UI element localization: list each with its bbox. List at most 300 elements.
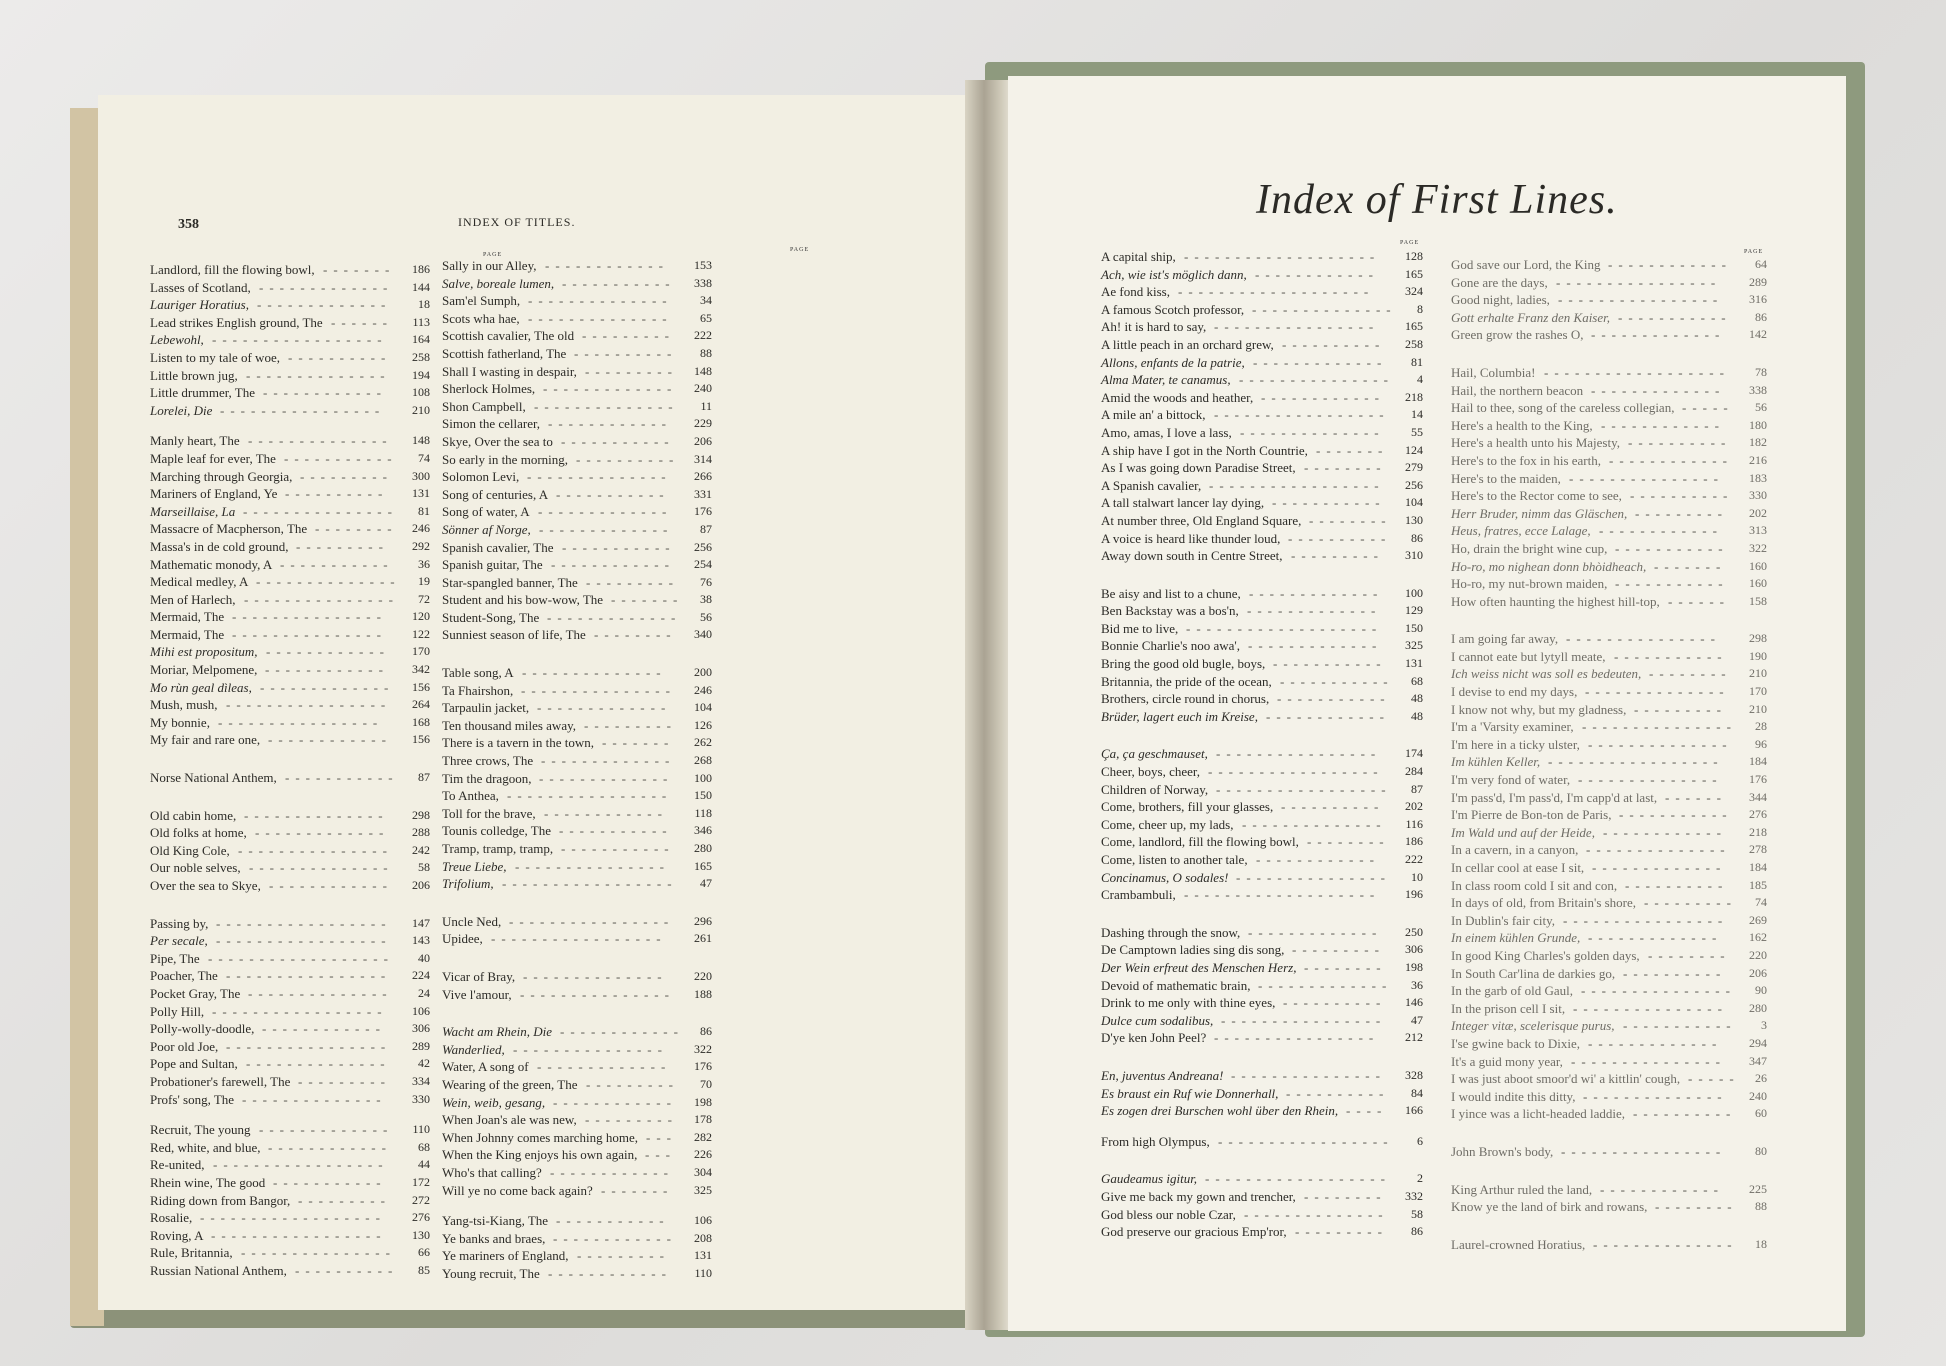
index-entry [1101, 994, 1423, 1012]
leader-dots: ----------- [285, 770, 399, 786]
index-entry [442, 363, 712, 381]
entry-title: Here's a health unto his Majesty, [1451, 435, 1621, 451]
index-entry [1451, 326, 1767, 344]
entry-spacer [1451, 1161, 1767, 1181]
index-entry [442, 1182, 712, 1200]
leader-dots: --------------- [1236, 869, 1391, 885]
entry-page-number: 284 [1405, 764, 1423, 779]
entry-title: Hail, the northern beacon [1451, 382, 1584, 398]
entry-page-number: 72 [418, 591, 430, 606]
leader-dots: --------------- [1581, 983, 1736, 999]
entry-page-number: 346 [694, 823, 712, 838]
index-entry [442, 433, 712, 451]
leader-dots: -------------- [1242, 816, 1387, 832]
leader-dots: ----------------- [1214, 407, 1390, 423]
entry-title: Uncle Ned, [442, 913, 502, 929]
entry-page-number: 225 [1749, 1181, 1767, 1196]
entry-title: Es braust ein Ruf wie Donnerhall, [1101, 1085, 1279, 1101]
entry-title: Mermaid, The [150, 626, 225, 642]
entry-page-number: 266 [694, 469, 712, 484]
entry-title: Crambambuli, [1101, 887, 1176, 903]
entry-page-number: 306 [1405, 942, 1423, 957]
index-entry [442, 822, 712, 840]
entry-page-number: 47 [1411, 1012, 1423, 1027]
index-entry [442, 398, 712, 416]
index-entry [1101, 655, 1423, 673]
entry-title: I would indite this ditty, [1451, 1088, 1576, 1104]
leader-dots: ------------ [263, 385, 387, 401]
entry-title: Little brown jug, [150, 367, 238, 383]
leader-dots: ----------- [1615, 540, 1729, 556]
index-entry [1451, 648, 1767, 666]
leader-dots: ------------ [1608, 257, 1732, 272]
index-entry [1451, 540, 1767, 558]
index-entry [1451, 665, 1767, 683]
entry-page-number: 325 [694, 1182, 712, 1197]
index-entry [150, 679, 430, 697]
entry-spacer [442, 644, 712, 664]
entry-page-number: 186 [1405, 834, 1423, 849]
index-entry [1101, 494, 1423, 512]
entry-title: Gaudeamus igitur, [1101, 1171, 1198, 1187]
leader-dots: ------------------ [200, 1210, 386, 1226]
entry-page-number: 36 [418, 556, 430, 571]
leader-dots: ---------- [1633, 1106, 1737, 1122]
entry-title: A tall stalwart lancer lay dying, [1101, 495, 1265, 511]
entry-page-number: 131 [412, 486, 430, 501]
leader-dots: ------------ [544, 805, 668, 821]
index-entry [442, 503, 712, 521]
entry-title: It's a guid mony year, [1451, 1053, 1563, 1069]
index-entry [1101, 886, 1423, 904]
index-entry [1101, 637, 1423, 655]
leader-dots: ------------ [551, 557, 675, 573]
index-entry [1451, 683, 1767, 701]
leader-dots: ----------------- [1209, 477, 1385, 493]
entry-title: Listen to my tale of woe, [150, 349, 280, 365]
index-entry [150, 1209, 430, 1227]
entry-page-number: 146 [1405, 995, 1423, 1010]
index-entry [1451, 256, 1767, 274]
leader-dots: --------------- [1569, 470, 1724, 486]
index-entry [1451, 1236, 1767, 1254]
entry-title: Rule, Britannia, [150, 1245, 233, 1261]
leader-dots: ----------------- [491, 931, 667, 947]
entry-page-number: 4 [1417, 372, 1423, 387]
leader-dots: ----------------- [216, 915, 392, 931]
entry-title: Brothers, circle round in chorus, [1101, 691, 1270, 707]
leader-dots: ---------------- [1216, 746, 1382, 762]
entry-page-number: 280 [694, 841, 712, 855]
leader-dots: ------------ [550, 1164, 674, 1180]
leader-dots: ----- [1688, 1071, 1740, 1087]
leader-dots: ------- [611, 592, 684, 608]
entry-spacer [1101, 725, 1423, 745]
entry-title: Wanderlied, [442, 1041, 505, 1057]
leader-dots: ---------- [288, 349, 392, 365]
leader-dots: ------------- [1591, 382, 1726, 398]
entry-page-number: 208 [694, 1230, 712, 1245]
entry-title: Tounis colledge, The [442, 823, 551, 839]
entry-page-number: 40 [418, 950, 430, 965]
index-entry [1101, 318, 1423, 336]
leader-dots: ------------ [553, 1230, 677, 1246]
entry-page-number: 150 [1405, 620, 1423, 635]
entry-title: Little drummer, The [150, 385, 256, 401]
entry-title: Recruit, The young [150, 1122, 251, 1138]
entry-page-number: 174 [1405, 746, 1423, 761]
entry-page-number: 296 [694, 913, 712, 928]
leader-dots: ------------ [268, 1139, 392, 1155]
entry-title: Poor old Joe, [150, 1038, 219, 1054]
page-col-header: PAGE [1744, 249, 1764, 255]
entry-title: Red, white, and blue, [150, 1139, 261, 1155]
leader-dots: ------------- [1588, 1035, 1723, 1051]
entry-title: John Brown's body, [1451, 1143, 1554, 1159]
leader-dots: ----------------- [1208, 764, 1384, 780]
page-col-header: PAGE [483, 252, 503, 258]
leader-dots: --------------- [1573, 1000, 1728, 1016]
entry-title: Student and his bow-wow, The [442, 592, 604, 608]
entry-page-number: 338 [694, 275, 712, 290]
index-entry [1451, 505, 1767, 523]
entry-page-number: 42 [418, 1056, 430, 1071]
leader-dots: ------------ [548, 416, 672, 432]
entry-page-number: 240 [1749, 1088, 1767, 1103]
index-entry [442, 292, 712, 310]
index-entry [1451, 1053, 1767, 1071]
entry-page-number: 148 [412, 433, 430, 448]
index-entry [1101, 1029, 1423, 1047]
leader-dots: -------------- [1585, 684, 1730, 700]
index-entry [1101, 406, 1423, 424]
entry-title: Will ye no come back again? [442, 1182, 593, 1198]
entry-page-number: 347 [1749, 1053, 1767, 1068]
entry-title: Here's to the Rector come to see, [1451, 488, 1622, 504]
leader-dots: ------------- [1248, 638, 1383, 654]
entry-page-number: 330 [412, 1091, 430, 1106]
entry-title: Hail, Columbia! [1451, 364, 1536, 380]
entry-title: At number three, Old England Square, [1101, 512, 1302, 528]
entry-title: Ho-ro, my nut-brown maiden, [1451, 576, 1608, 592]
entry-page-number: 210 [1749, 701, 1767, 716]
entry-page-number: 172 [412, 1174, 430, 1189]
leader-dots: ------------- [260, 679, 395, 695]
entry-page-number: 242 [412, 842, 430, 857]
leader-dots: --- [645, 1147, 676, 1163]
entry-title: Come, listen to another tale, [1101, 852, 1248, 867]
index-entry [150, 367, 430, 385]
entry-page-number: 90 [1755, 983, 1767, 998]
index-entry [1101, 354, 1423, 372]
leader-dots: ----- [1682, 400, 1734, 416]
index-entry [150, 261, 430, 279]
entry-page-number: 84 [1411, 1085, 1423, 1100]
entry-title: Pipe, The [150, 950, 200, 966]
entry-title: When Joan's ale was new, [442, 1112, 577, 1128]
leader-dots: ----------- [1272, 495, 1386, 511]
leader-dots: ---------------- [1563, 912, 1729, 928]
entry-page-number: 288 [412, 825, 430, 840]
leader-dots: ------------------- [1184, 249, 1381, 264]
entry-page-number: 60 [1755, 1106, 1767, 1121]
leader-dots: -------------- [527, 469, 672, 485]
entry-title: Lebewohl, [150, 332, 204, 348]
leader-dots: ------------- [1591, 327, 1726, 343]
index-entry [1101, 763, 1423, 781]
index-entry [1451, 1017, 1767, 1035]
entry-spacer [1101, 565, 1423, 585]
entry-title: Polly Hill, [150, 1003, 205, 1019]
leader-dots: ----------- [1618, 309, 1732, 325]
entry-title: Lasses of Scotland, [150, 279, 251, 295]
leader-dots: ----------------- [211, 1227, 387, 1243]
entry-title: Lorelei, Die [150, 402, 213, 418]
leader-dots: ----------- [562, 275, 676, 291]
leader-dots: ---------------- [226, 697, 392, 713]
entry-spacer [442, 1003, 712, 1023]
leader-dots: ------------------ [208, 950, 394, 966]
entry-title: Lead strikes English ground, The [150, 314, 323, 330]
index-entry [150, 1174, 430, 1192]
entry-page-number: 222 [1405, 852, 1423, 866]
leader-dots: ---------------- [1214, 319, 1380, 335]
entry-title: I know not why, but my gladness, [1451, 701, 1627, 717]
entry-title: Marching through Georgia, [150, 468, 293, 484]
leader-dots: ---------------- [220, 402, 386, 418]
entry-page-number: 246 [694, 682, 712, 697]
entry-title: In the prison cell I sit, [1451, 1000, 1566, 1016]
entry-page-number: 313 [1749, 523, 1767, 538]
entry-page-number: 166 [1405, 1103, 1423, 1118]
leader-dots: --------------- [232, 609, 387, 625]
leader-dots: ------------ [1600, 1181, 1724, 1197]
entry-page-number: 96 [1755, 736, 1767, 751]
entry-page-number: 322 [1749, 540, 1767, 555]
entry-page-number: 328 [1405, 1067, 1423, 1082]
entry-title: Concinamus, O sodales! [1101, 869, 1229, 885]
index-entry [150, 384, 430, 402]
entry-page-number: 278 [1749, 842, 1767, 857]
entry-title: Pocket Gray, The [150, 985, 241, 1001]
entry-title: Star-spangled banner, The [442, 574, 578, 590]
leader-dots: -------- [315, 521, 398, 537]
index-entry [442, 968, 712, 986]
entry-title: Devoid of mathematic brain, [1101, 977, 1251, 993]
entry-title: I cannot eate but lytyll meate, [1451, 648, 1606, 664]
entry-title: Good night, ladies, [1451, 292, 1550, 308]
leader-dots: ----------- [273, 1174, 387, 1190]
entry-page-number: 186 [412, 262, 430, 276]
entry-page-number: 156 [412, 679, 430, 694]
entry-title: Bonnie Charlie's noo awa', [1101, 638, 1240, 654]
index-entry [1451, 859, 1767, 877]
leader-dots: --------------- [243, 503, 398, 519]
entry-spacer [1101, 904, 1423, 924]
index-entry [150, 1073, 430, 1091]
entry-title: En, juventus Andreana! [1101, 1067, 1224, 1083]
entry-title: I was just aboot smoor'd wi' a kittlin' cough, [1451, 1071, 1681, 1087]
leader-dots: ------------- [1253, 354, 1388, 370]
entry-page-number: 182 [1749, 435, 1767, 450]
entry-title: Here's to the maiden, [1451, 470, 1561, 486]
entry-spacer [1451, 1123, 1767, 1143]
entry-title: A ship have I got in the North Countrie, [1101, 442, 1308, 458]
entry-title: Tim the dragoon, [442, 770, 532, 786]
index-entry [1101, 816, 1423, 834]
entry-title: Ach, wie ist's möglich dann, [1101, 266, 1247, 282]
leader-dots: --------- [1634, 701, 1727, 717]
entry-page-number: 216 [1749, 452, 1767, 467]
entry-title: In Dublin's fair city, [1451, 912, 1556, 928]
entry-page-number: 289 [1749, 274, 1767, 289]
leader-dots: --------- [296, 538, 389, 554]
entry-page-number: 298 [412, 807, 430, 822]
index-entry [150, 432, 430, 450]
entry-page-number: 314 [694, 451, 712, 466]
leader-dots: ------------ [262, 1021, 386, 1037]
entry-title: Probationer's farewell, The [150, 1073, 291, 1089]
entry-spacer [1451, 344, 1767, 364]
entry-spacer [1101, 1047, 1423, 1067]
index-entry [1101, 1067, 1423, 1085]
index-entry [1101, 1133, 1423, 1151]
entry-page-number: 44 [418, 1157, 430, 1172]
entry-page-number: 261 [694, 931, 712, 946]
entry-page-number: 86 [1411, 530, 1423, 545]
entry-title: Vicar of Bray, [442, 968, 516, 984]
entry-title: Alma Mater, te canamus, [1101, 372, 1231, 388]
entry-page-number: 229 [694, 416, 712, 431]
entry-page-number: 120 [412, 609, 430, 624]
index-entry [442, 521, 712, 539]
entry-page-number: 81 [1411, 354, 1423, 369]
index-entry [442, 717, 712, 735]
leader-dots: ------------------ [1205, 1171, 1391, 1187]
index-entry [150, 859, 430, 877]
index-entry [150, 769, 430, 787]
entry-page-number: 254 [694, 557, 712, 572]
entry-page-number: 206 [412, 878, 430, 892]
index-entry [150, 950, 430, 968]
entry-page-number: 87 [700, 521, 712, 536]
entry-page-number: 160 [1749, 576, 1767, 591]
entry-page-number: 48 [1411, 691, 1423, 706]
index-entry [442, 451, 712, 469]
entry-title: In South Car'lina de darkies go, [1451, 965, 1616, 981]
index-entry [150, 824, 430, 842]
entry-title: Our noble selves, [150, 860, 241, 876]
index-entry [442, 1041, 712, 1059]
index-entry [1451, 771, 1767, 789]
entry-title: Shon Campbell, [442, 398, 526, 414]
index-entry [150, 331, 430, 349]
leader-dots: ------------- [537, 700, 672, 716]
entry-page-number: 190 [1749, 648, 1767, 663]
index-entry [1101, 959, 1423, 977]
entry-page-number: 184 [1749, 754, 1767, 769]
entry-title: Ho, drain the bright wine cup, [1451, 540, 1608, 556]
leader-dots: --------- [1644, 895, 1737, 911]
entry-title: Bring the good old bugle, boys, [1101, 656, 1266, 672]
entry-page-number: 86 [1755, 309, 1767, 324]
entry-page-number: 118 [694, 805, 712, 820]
leader-dots: ----------- [1280, 673, 1394, 689]
index-entry [1451, 912, 1767, 930]
index-entry [1451, 947, 1767, 965]
entry-page-number: 129 [1405, 603, 1423, 618]
index-entry [1101, 283, 1423, 301]
entry-title: Amid the woods and heather, [1101, 389, 1254, 405]
leader-dots: --------- [586, 1076, 679, 1092]
entry-title: Der Wein erfreut des Menschen Herz, [1101, 959, 1297, 975]
entry-page-number: 18 [1755, 1236, 1767, 1251]
index-entry [1451, 1143, 1767, 1161]
leader-dots: ----------- [556, 486, 670, 502]
entry-title: When Johnny comes marching home, [442, 1129, 639, 1145]
leader-dots: --------------- [244, 591, 399, 607]
entry-title: Sunniest season of life, The [442, 627, 586, 643]
entry-page-number: 162 [1749, 930, 1767, 945]
entry-title: Here's to the fox in his earth, [1451, 452, 1601, 468]
leader-dots: --------------- [1582, 719, 1737, 735]
index-entry [150, 573, 430, 591]
index-entry [1101, 869, 1423, 887]
leader-dots: ------------------- [1186, 620, 1383, 636]
entry-title: Trifolium, [442, 876, 494, 892]
leader-dots: -------- [1304, 460, 1387, 476]
entry-title: Riding down from Bangor, [150, 1192, 291, 1208]
entry-page-number: 147 [412, 915, 430, 930]
entry-title: Mariners of England, Ye [150, 486, 278, 502]
entry-page-number: 110 [412, 1122, 430, 1137]
entry-page-number: 106 [412, 1003, 430, 1018]
entry-title: Mihi est propositum, [150, 644, 258, 660]
leader-dots: --------------- [1239, 372, 1394, 388]
index-entry [1101, 602, 1423, 620]
entry-spacer [150, 749, 430, 769]
leader-dots: -------------- [1244, 1206, 1389, 1222]
index-entry [1101, 1012, 1423, 1030]
index-entry [442, 1265, 712, 1283]
entry-title: Massa's in de cold ground, [150, 538, 289, 554]
entry-title: Moriar, Melpomene, [150, 662, 258, 678]
entry-page-number: 198 [1405, 959, 1423, 974]
entry-page-number: 188 [694, 986, 712, 1001]
entry-page-number: 158 [1749, 593, 1767, 608]
entry-title: Ah! it is hard to say, [1101, 319, 1207, 335]
index-entry [1101, 620, 1423, 638]
index-entry [1101, 530, 1423, 548]
entry-page-number: 85 [418, 1262, 430, 1277]
entry-title: Children of Norway, [1101, 781, 1209, 797]
entry-page-number: 304 [694, 1164, 712, 1179]
index-entry [442, 664, 712, 682]
leader-dots: --------------- [515, 858, 670, 874]
leader-dots: ---------------- [1214, 1030, 1380, 1046]
entry-title: Ye mariners of England, [442, 1248, 569, 1264]
leader-dots: ----------------- [1216, 781, 1392, 797]
entry-page-number: 176 [694, 1059, 712, 1074]
entry-page-number: 3 [1761, 1018, 1767, 1033]
entry-title: Three crows, The [442, 753, 534, 769]
leader-dots: ------------- [547, 609, 682, 625]
entry-page-number: 26 [1755, 1071, 1767, 1086]
leader-dots: --------- [577, 1248, 670, 1264]
entry-page-number: 113 [412, 314, 430, 329]
index-entry [1101, 941, 1423, 959]
entry-page-number: 220 [694, 968, 712, 983]
